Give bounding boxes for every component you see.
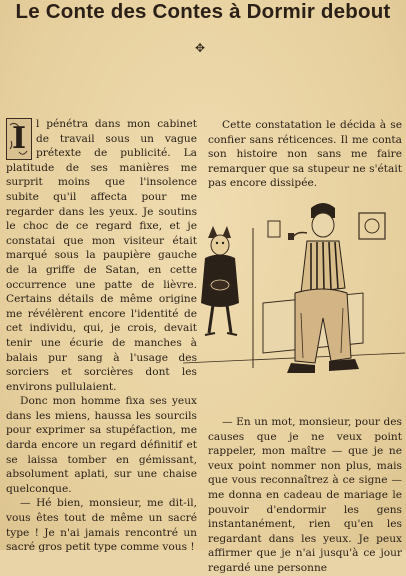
page-title: Le Conte des Contes à Dormir debout	[15, 0, 391, 23]
left-paragraph-1-text: l pénétra dans mon cabinet de travail sous un vague prétexte de publicité. La platitude de ses manières me surprit moins que l'insolence subite qu'il affecta pour me regarder dans les yeux. Je soutins le choc de ce regard fixe, et je constatai que mon visiteur était marqué sous la paupière gauche de la griffe de Satan, en cette occurrence une patte de lièvre. Certains détails de même origine me révélèrent encore l'identité de cet individu, qui, je crois, devait tenir une écurie de manches à balais pur sang à l'usage des sorciers et sorcières dont les environs pullulaient.	[6, 118, 197, 393]
left-paragraph-1	[6, 117, 197, 394]
left-column	[6, 117, 197, 555]
left-paragraph-2: Donc mon homme fixa ses yeux dans les miens, haussa les sourcils pour exprimer sa stupéfaction, me darda encore un regard définitif et se laissa tomber en gémissant, absolument aplati, sur une chaise quelconque.	[6, 395, 197, 495]
visitor-figure-icon	[201, 226, 239, 335]
wall-frame-small-icon	[268, 221, 280, 237]
right-column-top	[208, 118, 402, 191]
right-paragraph-2: — En un mot, monsieur, pour des causes que je ne veux point rappeler, mon maître — que je ne veux point nommer non plus, mais que vous reconnaîtrez à ce signe — me donna en cadeau de mariage le pouvoir d'endormir les gens instantanément, rien qu'en les regardant dans les yeux. Je peux affirmer que je n'ai jusqu'à ce jour regardé une personne	[208, 416, 402, 574]
dropcap	[6, 118, 32, 160]
cartoon-illustration	[183, 193, 405, 406]
right-paragraph-1: Cette constatation le décida à se confier sans réticences. Il me conta son histoire non sans me faire remarquer que sa stupeur ne s'était pas encore dissipée.	[208, 119, 402, 190]
left-paragraph-3: — Hé bien, monsieur, me dit-il, vous êtes tout de même un sacré type ! Je n'ai jamais rencontré un sacré gros petit type comme vous !	[6, 497, 197, 554]
dropcap-letter: I	[11, 121, 27, 156]
right-column-bottom	[208, 415, 402, 576]
ornament-icon: ✥	[195, 41, 206, 55]
wall-portrait-icon	[359, 213, 385, 239]
